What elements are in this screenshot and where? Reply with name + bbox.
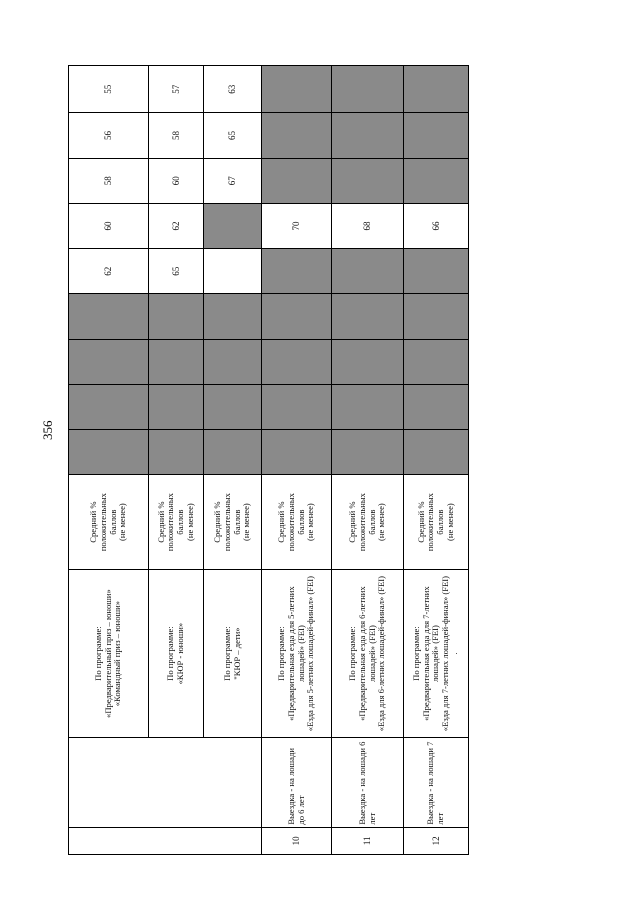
gray-cell (332, 158, 404, 203)
criterion-cell: Средний % положительных баллов (не менее) (149, 475, 204, 570)
gray-cell (262, 430, 332, 475)
standards-table (68, 65, 469, 855)
row-number: 11 (332, 827, 404, 854)
gray-cell (204, 384, 262, 429)
program-cell: По программе: «Предварительная езда для 6-летних лошадей» (FEI) «Езда для 6-летних лошадей-финал» (FEI) (332, 569, 404, 737)
value-cell: 63 (204, 66, 262, 113)
value-cell: 58 (149, 113, 204, 158)
program-cell: По программе: "КЮР – дети» (204, 569, 262, 737)
gray-cell (404, 339, 469, 384)
value-cell: 66 (404, 203, 469, 248)
table-row (404, 66, 469, 855)
criterion-cell: Средний % положительных баллов (не менее) (204, 475, 262, 570)
discipline-name: Выездка - на лошади до 6 лет (262, 738, 332, 827)
discipline-cell (69, 738, 262, 827)
gray-cell (149, 339, 204, 384)
gray-cell (149, 384, 204, 429)
gray-cell (262, 113, 332, 158)
gray-cell (404, 430, 469, 475)
gray-cell (404, 113, 469, 158)
value-cell: 56 (69, 113, 149, 158)
gray-cell (332, 66, 404, 113)
page-number: 356 (40, 420, 55, 440)
value-cell: 70 (262, 203, 332, 248)
num-cell (69, 827, 262, 854)
value-cell: 65 (204, 113, 262, 158)
gray-cell (69, 294, 149, 339)
table-row (149, 66, 204, 855)
gray-cell (262, 339, 332, 384)
discipline-name: Выездка - на лошади 7 лет (404, 738, 469, 827)
value-cell: 62 (149, 203, 204, 248)
value-cell (204, 249, 262, 294)
gray-cell (404, 384, 469, 429)
row-number: 10 (262, 827, 332, 854)
program-cell: По программе: «Предварительная езда для 7-летних лошадей» (FEI) «Езда для 7-летних лошадей-финал» (FEI) . (404, 569, 469, 737)
gray-cell (262, 66, 332, 113)
gray-cell (69, 339, 149, 384)
gray-cell (149, 294, 204, 339)
gray-cell (332, 294, 404, 339)
gray-cell (204, 430, 262, 475)
gray-cell (149, 430, 204, 475)
program-cell: По программе: «Предварительный приз – юноши» «Командный приз – юноши» (69, 569, 149, 737)
value-cell: 55 (69, 66, 149, 113)
criterion-cell: Средний % положительных баллов (не менее) (262, 475, 332, 570)
gray-cell (69, 430, 149, 475)
gray-cell (262, 384, 332, 429)
value-cell: 60 (69, 203, 149, 248)
gray-cell (332, 384, 404, 429)
gray-cell (332, 249, 404, 294)
table-row (262, 66, 332, 855)
gray-cell (332, 113, 404, 158)
value-cell: 60 (149, 158, 204, 203)
criterion-cell: Средний % положительных баллов (не менее) (332, 475, 404, 570)
gray-cell (332, 339, 404, 384)
gray-cell (404, 294, 469, 339)
gray-cell (262, 158, 332, 203)
table-row (332, 66, 404, 855)
gray-cell (262, 294, 332, 339)
gray-cell (204, 339, 262, 384)
gray-cell (262, 249, 332, 294)
program-cell: По программе: «Предварительная езда для 5-летних лошадей» (FEI) «Езда для 5-летних лошадей-финал» (FEI) (262, 569, 332, 737)
table-row (204, 66, 262, 855)
value-cell: 62 (69, 249, 149, 294)
criterion-cell: Средний % положительных баллов (не менее) (404, 475, 469, 570)
table-row (69, 66, 149, 855)
value-cell: 68 (332, 203, 404, 248)
value-cell: 58 (69, 158, 149, 203)
rotated-page (68, 65, 468, 855)
gray-cell (204, 203, 262, 248)
discipline-name: Выездка - на лошади 6 лет (332, 738, 404, 827)
gray-cell (332, 430, 404, 475)
gray-cell (204, 294, 262, 339)
value-cell: 67 (204, 158, 262, 203)
gray-cell (404, 158, 469, 203)
value-cell: 65 (149, 249, 204, 294)
gray-cell (404, 66, 469, 113)
program-cell: По программе: «КЮР - юноши» (149, 569, 204, 737)
gray-cell (404, 249, 469, 294)
row-number: 12 (404, 827, 469, 854)
value-cell: 57 (149, 66, 204, 113)
gray-cell (69, 384, 149, 429)
criterion-cell: Средний % положительных баллов (не менее) (69, 475, 149, 570)
